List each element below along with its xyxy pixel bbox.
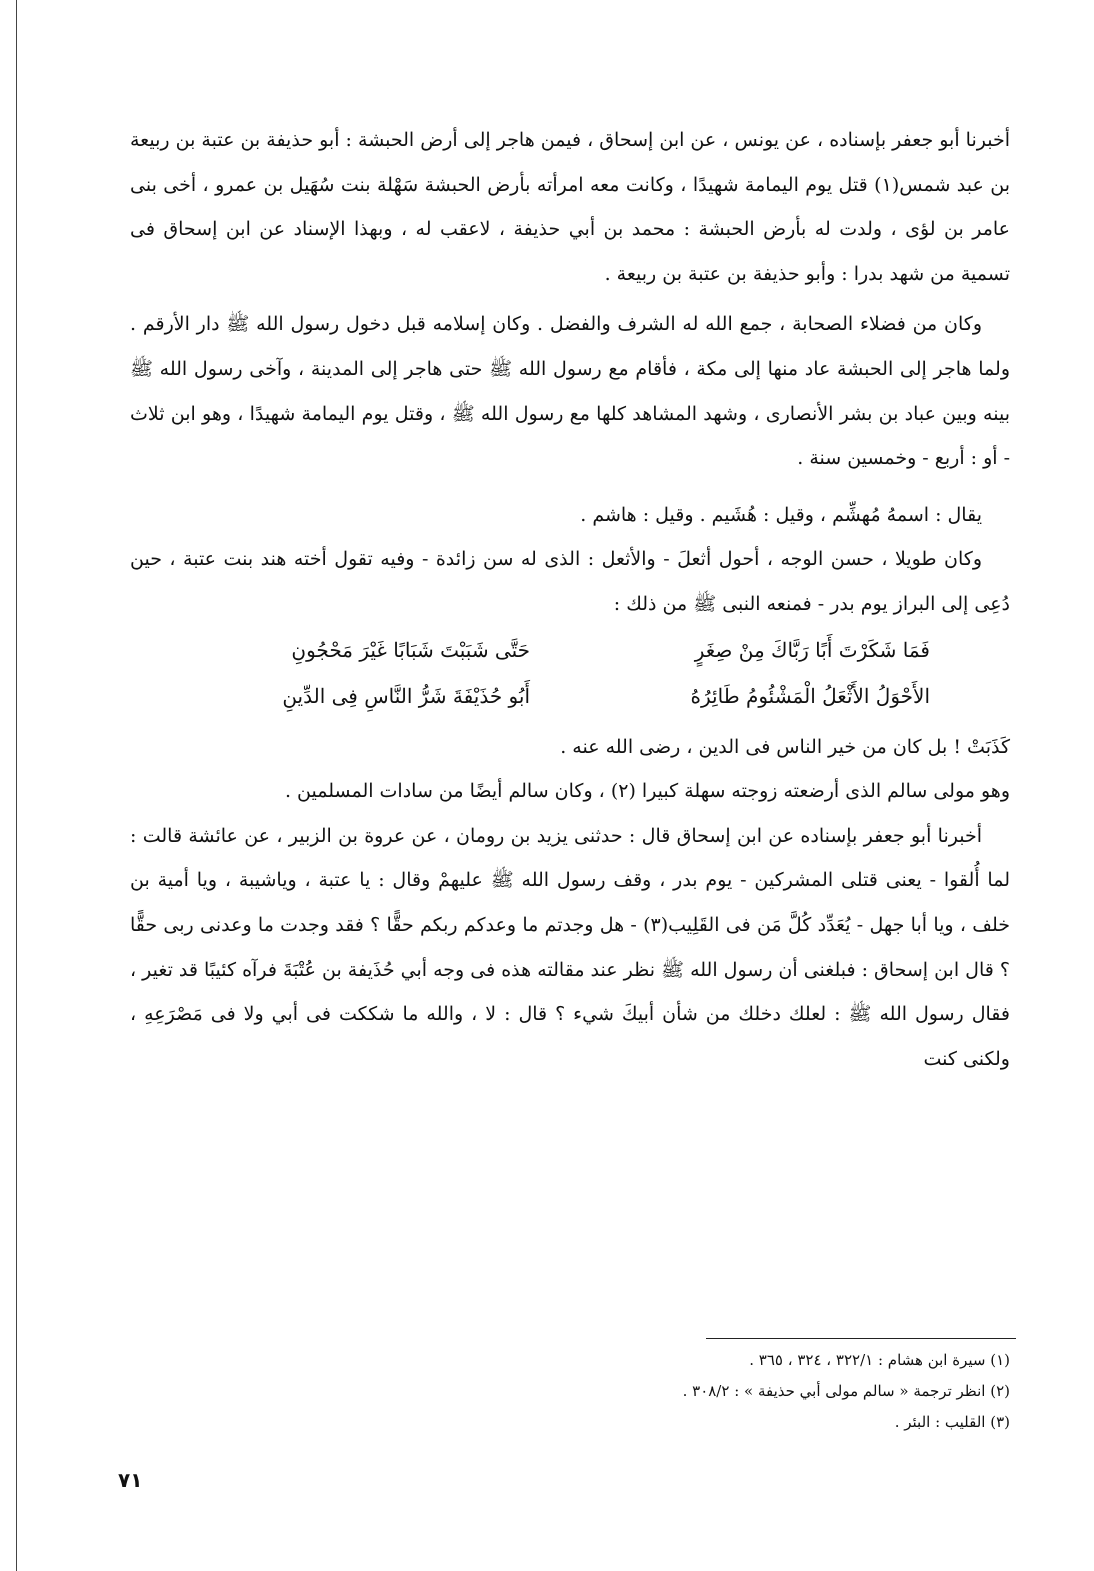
poem-hemistich: فَمَا شَكَرْتَ أَبًا رَبَّاكَ مِنْ صِغَرٍ (694, 637, 930, 662)
poem-verse (210, 627, 930, 673)
paragraph-rebuttal: كَذَبَتْ ! بل كان من خير الناس فى الدين ، رضى الله عنه . (560, 735, 1010, 758)
poem-hemistich: أَبُو حُذَيْفَةَ شَرُّ النَّاسِ فِى الدِّينِ (282, 683, 530, 708)
paragraph-virtues: وكان من فضلاء الصحابة ، جمع الله له الشرف والفضل . وكان إسلامه قبل دخول رسول الله ﷺ دار الأرقم . ولما هاجر إلى الحبشة عاد منها إلى مكة ، فأقام مع رسول الله ﷺ حتى هاجر إلى المدينة ، وآخى رسول الله ﷺ بينه وبين عباد بن بشر الأنصارى ، وشهد المشاهد كلها مع رسول الله ﷺ ، وقتل يوم اليمامة شهيدًا ، وهو ابن ثلاث - أو : أربع - وخمسين سنة . (130, 313, 1010, 470)
paragraph-qalib: أخبرنا أبو جعفر بإسناده عن ابن إسحاق قال : حدثنى يزيد بن رومان ، عن عروة بن الزبير ، عن عائشة قالت : لما أُلقوا - يعنى قتلى المشركين - يوم بدر ، وقف رسول الله ﷺ عليهمْ وقال : يا عتبة ، وياشيبة ، ويا أمية بن خلف ، ويا أبا جهل - يُعَدِّد كُلَّ مَن فى القَلِيب(٣) - هل وجدتم ما وعدكم ربكم حقًّا ؟ فقد وجدت ما وعدنى ربى حقًّا ؟ قال ابن إسحاق : فبلغنى أن رسول الله ﷺ نظر عند مقالته هذه فى وجه أبي حُذَيفة بن عُتْبَةَ فرآه كئيبًا قد تغير ، فقال رسول الله ﷺ : لعلك دخلك من شأن أبيكَ شيء ؟ قال : لا ، والله ما شككت فى أبي ولا فى مَصْرَعِهِ ، ولكنى كنت (130, 824, 1010, 1070)
poem-hemistich: الأَحْوَلُ الأَثْعَلُ الْمَشْئُومُ طَائِرُهُ (690, 683, 930, 708)
footnote: (٢) انظر ترجمة « سالم مولى أبي حذيفة » : ٣٠٨/٢ . (682, 1382, 1010, 1400)
footnote: (٣) القليب : البئر . (894, 1413, 1010, 1431)
footnote: (١) سيرة ابن هشام : ٣٢٢/١ ، ٣٢٤ ، ٣٦٥ . (749, 1351, 1010, 1369)
paragraph-isnad: أخبرنا أبو جعفر بإسناده ، عن يونس ، عن ابن إسحاق ، فيمن هاجر إلى أرض الحبشة : أبو حذيفة بن عتبة بن ربيعة بن عبد شمس(١) قتل يوم اليمامة شهيدًا ، وكانت معه امرأته بأرض الحبشة سَهْلة بنت سُهَيل بن عمرو ، أخى بنى عامر بن لؤى ، ولدت له بأرض الحبشة : محمد بن أبي حذيفة ، لاعقب له ، وبهذا الإسناد عن ابن إسحاق فى تسمية من شهد بدرا : وأبو حذيفة بن عتبة بن ربيعة . (130, 129, 1011, 285)
paragraph-description: وكان طويلا ، حسن الوجه ، أحول أثعلَ - والأثعل : الذى له سن زائدة - وفيه تقول أخته هند بنت عتبة ، حين دُعِى إلى البراز يوم بدر - فمنعه النبى ﷺ من ذلك : (130, 548, 1010, 615)
page-edge-line (16, 0, 17, 1571)
footnote-divider (706, 1338, 1016, 1339)
page-number: ٧١ (118, 1468, 143, 1492)
paragraph-name: يقال : اسمهُ مُهشِّم ، وقيل : هُشَيم . وقيل : هاشم . (580, 503, 982, 526)
poem (210, 627, 930, 719)
poem-verse (210, 673, 930, 719)
main-text (130, 118, 1010, 1081)
footnotes (500, 1345, 1010, 1438)
paragraph-salim: وهو مولى سالم الذى أرضعته زوجته سهلة كبيرا (٢) ، وكان سالم أيضًا من سادات المسلمين . (284, 780, 1010, 803)
poem-hemistich: حَتَّى شَبَبْتَ شَبَابًا غَيْرَ مَحْجُونِ (291, 637, 530, 662)
